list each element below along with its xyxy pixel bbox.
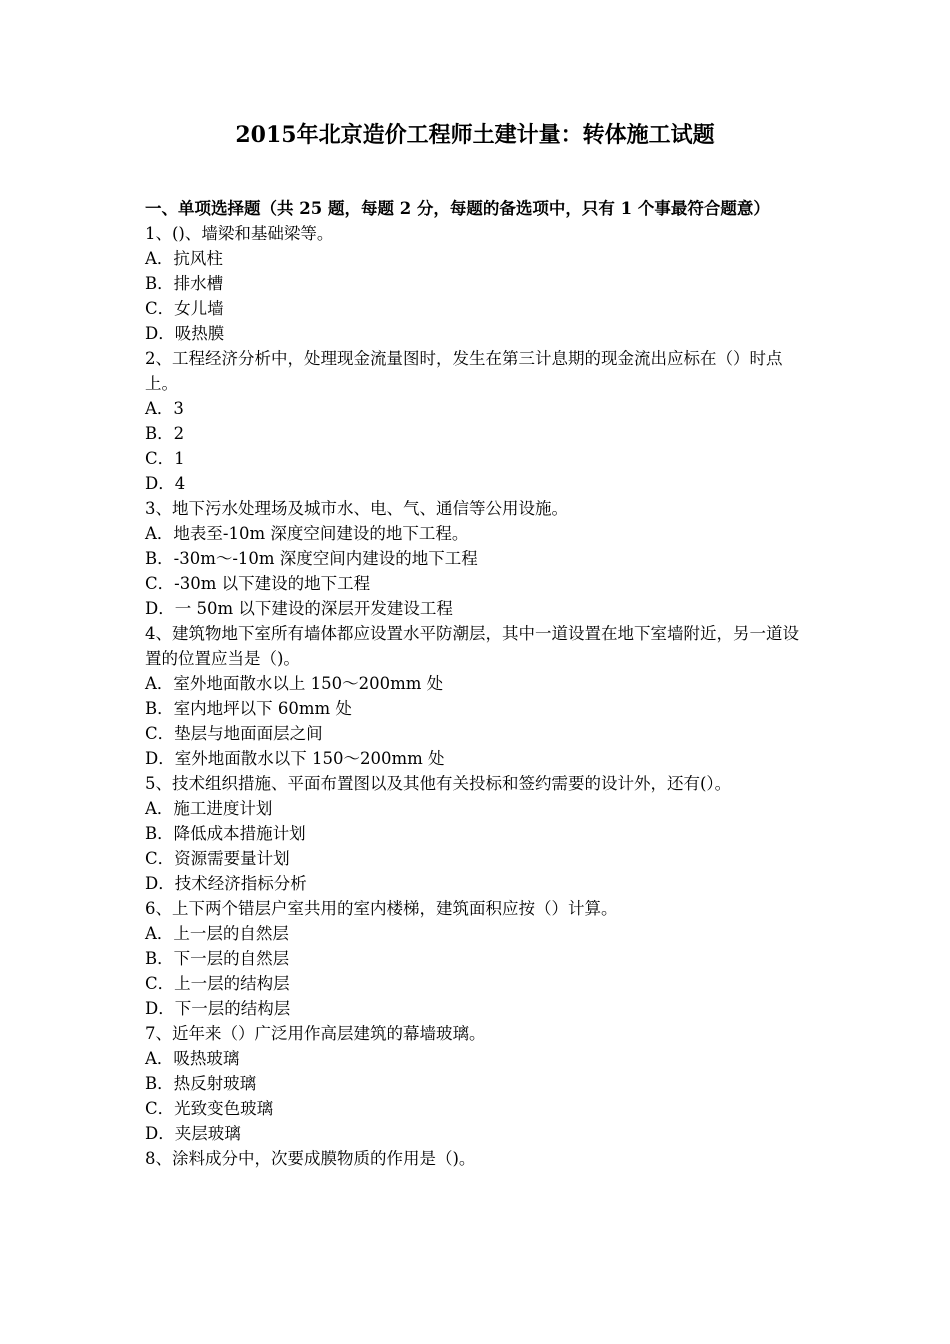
question-item [145,1021,815,1146]
section-heading: 一、单项选择题（共 25 题，每题 2 分，每题的备选项中，只有 1 个事最符合题意） [145,199,770,218]
question-item [145,346,815,496]
question-stem: 5、技术组织措施、平面布置图以及其他有关投标和签约需要的设计外，还有(）。 [145,774,732,793]
answer-option: B．2 [145,424,185,443]
answer-option: B．排水槽 [145,274,224,293]
question-list [145,221,815,1171]
answer-option: C．上一层的结构层 [145,974,290,993]
answer-option: D．吸热膜 [145,324,225,343]
question-item [145,621,815,771]
answer-option: C．-30m 以下建设的地下工程 [145,574,371,593]
answer-option: D．4 [145,474,186,493]
answer-option: C．光致变色玻璃 [145,1099,274,1118]
question-stem: 2、工程经济分析中，处理现金流量图时，发生在第三计息期的现金流出应标在（）时点上。 [145,349,783,393]
answer-option: C．资源需要量计划 [145,849,290,868]
question-stem: 1、()、墙梁和基础梁等。 [145,224,334,243]
question-stem: 4、建筑物地下室所有墙体都应设置水平防潮层，其中一道设置在地下室墙附近，另一道设置的位置应当是（)。 [145,624,799,668]
question-item [145,496,815,621]
answer-option: A．3 [145,399,184,418]
answer-option: B．热反射玻璃 [145,1074,257,1093]
answer-option: D．室外地面散水以下 150～200mm 处 [145,749,445,768]
question-item [145,771,815,896]
answer-option: A．地表至-10m 深度空间建设的地下工程。 [145,524,469,543]
question-item [145,896,815,1021]
answer-option: D．夹层玻璃 [145,1124,241,1143]
answer-option: B．室内地坪以下 60mm 处 [145,699,352,718]
question-stem: 7、近年来（）广泛用作高层建筑的幕墙玻璃。 [145,1024,486,1043]
question-stem: 6、上下两个错层户室共用的室内楼梯，建筑面积应按（）计算。 [145,899,618,918]
question-stem: 3、地下污水处理场及城市水、电、气、通信等公用设施。 [145,499,568,518]
answer-option: B．下一层的自然层 [145,949,290,968]
document-body [145,196,815,1171]
answer-option: D．一 50m 以下建设的深层开发建设工程 [145,599,453,618]
answer-option: B．-30m～-10m 深度空间内建设的地下工程 [145,549,478,568]
answer-option: A．室外地面散水以上 150～200mm 处 [145,674,444,693]
answer-option: C．垫层与地面面层之间 [145,724,323,743]
answer-option: A．施工进度计划 [145,799,273,818]
answer-option: D．技术经济指标分析 [145,874,307,893]
answer-option: D．下一层的结构层 [145,999,291,1018]
question-item [145,1146,815,1171]
page-title: 2015年北京造价工程师土建计量：转体施工试题 [235,122,715,148]
answer-option: B．降低成本措施计划 [145,824,306,843]
answer-option: A．上一层的自然层 [145,924,289,943]
answer-option: C．1 [145,449,185,468]
answer-option: A．抗风柱 [145,249,223,268]
answer-option: C．女儿墙 [145,299,224,318]
answer-option: A．吸热玻璃 [145,1049,240,1068]
question-stem: 8、涂料成分中，次要成膜物质的作用是（)。 [145,1149,476,1168]
question-item [145,221,815,346]
